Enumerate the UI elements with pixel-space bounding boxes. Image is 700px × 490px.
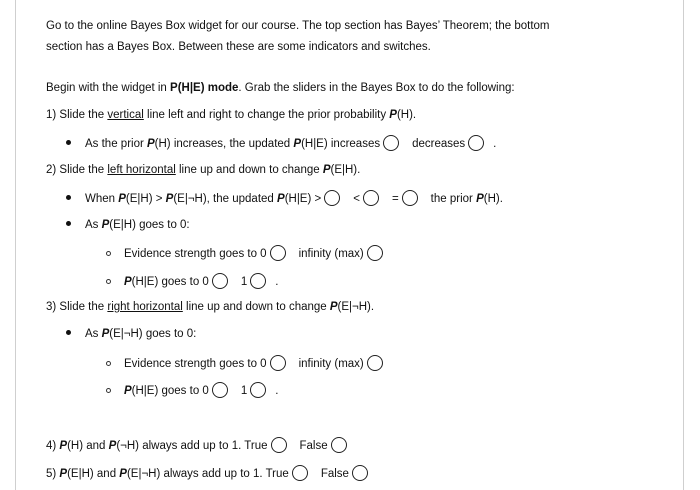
q2-text: line up and down to change [175,164,323,176]
q4-b-t: (¬H) always add up to 1. True [116,440,268,453]
q3-phe-zero-radio[interactable] [212,382,228,398]
q2-b1-c: P [277,193,285,206]
q1-increases-radio[interactable] [383,135,399,151]
question-1 [46,109,416,121]
question-3 [46,301,374,313]
q3-text: line up and down to change [182,301,330,313]
q3-phe-one-radio[interactable] [250,382,266,398]
q3-number: 3) Slide the [46,301,108,313]
q2-s1-b: infinity (max) [298,248,364,261]
q3-var: P [329,301,338,313]
q3-s2-t: (H|E) goes to 0 [131,385,209,398]
q3-sub-1 [106,356,386,372]
q2-b2-pre: As [85,219,102,231]
q5-a-t: (E|H) and [67,468,120,481]
q4-false-radio[interactable] [331,437,347,453]
q4-number: 4) [46,440,60,453]
q2-b1-b-t: (E|¬H), the updated [173,193,278,206]
q2-less-than: < [353,193,360,206]
q2-underlined: left horizontal [107,164,176,176]
q2-b2-t: (E|H) goes to 0: [109,219,190,231]
q3-s2-end: . [275,385,279,398]
q2-b2-p: P [101,219,110,231]
q3-bullet-1 [66,328,196,340]
q3-evidence-infinity-radio[interactable] [367,355,383,371]
question-4 [46,438,350,454]
q3-sub-2 [106,383,278,399]
q3-b1-pre: As [85,328,102,340]
q1-number: 1) Slide the [46,109,108,121]
q2-b1-pre: When [85,193,119,206]
q2-bullet-2 [66,219,190,231]
q5-true-radio[interactable] [292,465,308,481]
q3-s1-a: Evidence strength goes to 0 [124,358,267,371]
q2-evidence-zero-radio[interactable] [270,245,286,261]
q2-sub-2 [106,274,278,290]
q2-evidence-infinity-radio[interactable] [367,245,383,261]
q3-b1-t: (E|¬H) goes to 0: [109,328,197,340]
q3-s2-one: 1 [240,385,248,398]
q1-b1-p2: P [293,138,302,151]
q2-b1-a: P [118,193,126,206]
q2-b1-b: P [165,193,174,206]
q1-b1-mid: (H) increases, the updated [154,138,294,151]
begin-instruction [46,82,515,94]
begin-pre: Begin with the widget in [46,82,171,94]
q2-less-radio[interactable] [363,190,379,206]
q3-s1-b: infinity (max) [298,358,364,371]
q2-tail: (E|H). [330,164,361,176]
sub-bullet-icon [106,361,111,366]
mode-label: P(H|E) mode [170,82,239,94]
q2-phe-one-radio[interactable] [250,273,266,289]
q2-s2-one: 1 [240,276,248,289]
document-frame [15,0,684,490]
q1-var: P [389,109,397,121]
q4-true-radio[interactable] [271,437,287,453]
bullet-icon [66,195,71,200]
q1-b1-increases: (H|E) increases [301,138,381,151]
q1-b1-decreases: decreases [412,138,466,151]
q2-s2-end: . [275,276,279,289]
q5-false-label: False [320,468,349,481]
q5-a: P [59,468,68,481]
q4-false-label: False [299,440,328,453]
q2-b1-d-t: (H). [483,193,503,206]
q4-a-t: (H) and [67,440,109,453]
q2-equal-radio[interactable] [402,190,418,206]
q3-s2-p: P [124,385,132,398]
q2-phe-zero-radio[interactable] [212,273,228,289]
q2-number: 2) Slide the [46,164,108,176]
q1-bullet-1 [66,136,496,152]
q2-var: P [322,164,331,176]
sub-bullet-icon [106,251,111,256]
q2-equals: = [391,193,399,206]
intro-line-2: section has a Bayes Box. Between these are some indicators and switches. [46,41,431,53]
q3-b1-p: P [101,328,110,340]
bullet-icon [66,140,71,145]
sub-bullet-icon [106,279,111,284]
begin-post: . Grab the sliders in the Bayes Box to do the following: [238,82,515,94]
q2-s1-a: Evidence strength goes to 0 [124,248,267,261]
q1-text: line left and right to change the prior probability [143,109,390,121]
q3-underlined: right horizontal [107,301,183,313]
q5-number: 5) [46,468,60,481]
q2-s2-t: (H|E) goes to 0 [131,276,209,289]
q2-bullet-1 [66,191,503,207]
q4-a: P [59,440,68,453]
q1-tail: (H). [396,109,417,121]
q1-decreases-radio[interactable] [468,135,484,151]
q3-evidence-zero-radio[interactable] [270,355,286,371]
q5-b-t: (E|¬H) always add up to 1. True [126,468,289,481]
q2-sub-1 [106,246,386,262]
q1-b1-end: . [493,138,497,151]
q1-underlined: vertical [107,109,144,121]
bullet-icon [66,221,71,226]
q3-tail: (E|¬H). [337,301,375,313]
question-2 [46,164,360,176]
q2-s2-p: P [124,276,132,289]
question-5 [46,466,371,482]
q2-b1-post: the prior [430,193,477,206]
q2-greater-radio[interactable] [324,190,340,206]
q2-b1-a-t: (E|H) > [125,193,166,206]
q4-b: P [108,440,117,453]
q1-b1-p: P [147,138,155,151]
q2-b1-d: P [476,193,484,206]
q5-false-radio[interactable] [352,465,368,481]
intro-line-1: Go to the online Bayes Box widget for our course. The top section has Bayes’ Theorem; the bottom [46,20,550,32]
q2-b1-c-t: (H|E) > [284,193,322,206]
q1-b1-pre: As the prior [85,138,147,151]
q5-b: P [119,468,127,481]
sub-bullet-icon [106,388,111,393]
bullet-icon [66,330,71,335]
